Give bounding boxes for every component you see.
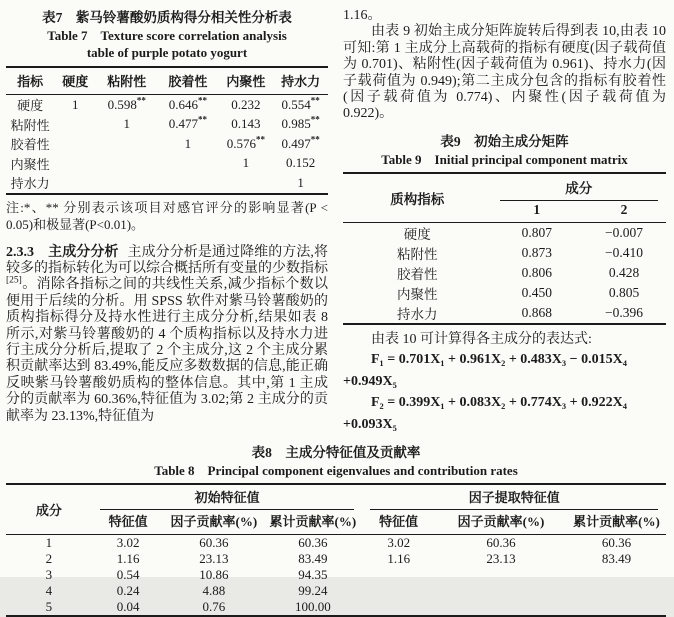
table9-subheader: 2 (582, 201, 666, 223)
table8-cell: 0.54 (116, 567, 140, 583)
table9-group-header: 成分 (492, 173, 666, 201)
table8-cell (567, 567, 666, 583)
table7-cell: 1 (184, 135, 192, 151)
table7-cell (157, 154, 218, 174)
table8-subheader: 因子贡献率(%) (435, 510, 567, 535)
table8-cell (435, 567, 567, 583)
table9-subheader: 1 (492, 201, 582, 223)
table9-row (343, 243, 666, 263)
table7-header-cell: 指标 (6, 67, 54, 95)
table7-row-label: 持水力 (10, 176, 50, 192)
table8-cell (362, 599, 435, 616)
table8-stub-header: 成分 (6, 484, 92, 535)
table8-cell (435, 599, 567, 616)
table8-cell: 10.86 (199, 567, 229, 583)
table8-row (6, 551, 666, 567)
table7-row-label: 硬度 (17, 98, 44, 114)
table8-group-header-initial: 初始特征值 (92, 484, 363, 510)
expression-intro: 由表 10 可计算得各主成分的表达式: (371, 331, 592, 347)
section-body-text: 。消除各指标之间的共线性关系,减少指标个数以便用于后续的分析。用 SPSS 软件对紫马铃薯酸奶的质构指标得分及持水性进行主成分分析,结果如表 8 所示,对紫马铃薯酸奶的 4 个质构指标以及持水力进行主成分分析后,提取了 2 个主成分,这 2 个主成分累积贡献率达到 83.49%,能反应多数数据的信息,能正确反映紫马铃薯酸奶质构的整体信息。其中,第 1 主成分的贡献率为 60.36%,特征值为 3.02;第 2 主成分的贡献率为 23.13%,特征值为 (6, 277, 328, 424)
table9-cell: 0.868 (521, 304, 552, 320)
table8-cell (435, 583, 567, 599)
table7-cell: 0.554** (281, 95, 320, 112)
significance-mark: ** (310, 95, 320, 106)
table7-cell: 0.143 (231, 116, 261, 132)
table8-cell: 4.88 (202, 583, 226, 599)
left-column (6, 8, 328, 434)
group-underline-rule (370, 509, 658, 510)
table8-eigenvalues (6, 483, 666, 617)
table8-cell: 5 (45, 599, 53, 615)
table8-cell: 2 (45, 551, 53, 567)
formula-f2-line2: +0.093X₅ (343, 416, 397, 432)
group-underline-rule (100, 509, 355, 510)
table7-row (6, 95, 328, 115)
table9-cell: 0.428 (608, 264, 640, 280)
table7-cell (96, 154, 157, 174)
table9-cell: 0.806 (521, 264, 552, 280)
table7-cell: 0.477** (168, 114, 208, 132)
table7-cell: 1 (297, 174, 304, 190)
table7-header-cell: 持水力 (273, 67, 328, 95)
table8-subheader: 累计贡献率(%) (567, 510, 666, 535)
table9-initial-component-matrix (343, 172, 666, 325)
group-underline-rule (500, 200, 658, 201)
table7-row (6, 154, 328, 174)
table8-row (6, 599, 666, 616)
section-2-3-3-paragraph (6, 245, 328, 425)
table9-row-label: 硬度 (403, 226, 431, 242)
table8-cell: 23.13 (486, 551, 516, 567)
table9-cell: −0.007 (605, 224, 643, 240)
table7-title-en-line2: table of purple potato yogurt (86, 45, 248, 60)
table7-cell: 1 (123, 116, 130, 132)
table7-header-row (6, 67, 328, 95)
section-heading: 2.3.3 主成分分析 (6, 244, 119, 260)
table9-row-label: 胶着性 (397, 266, 438, 282)
table7-cell: 0.985** (281, 114, 320, 132)
significance-mark: ** (255, 134, 265, 145)
table7-cell (157, 173, 218, 194)
table8-title-zh: 表8 主成分特征值及贡献率 (251, 445, 421, 461)
table8-cell: 94.35 (298, 567, 328, 583)
table7-cell (54, 115, 96, 135)
table8-cell: 1.16 (387, 551, 411, 567)
table9-title-zh: 表9 初始主成分矩阵 (440, 133, 569, 149)
two-column-area (6, 8, 666, 434)
table8-cell: 0.76 (202, 599, 226, 615)
table8-subheader: 因子贡献率(%) (164, 510, 263, 535)
table8-cell: 60.36 (486, 535, 516, 551)
table8-cell: 4 (45, 583, 53, 599)
table8-subheader: 特征值 (362, 510, 435, 535)
table9-row (343, 283, 666, 303)
table7-cell: 0.497** (281, 134, 320, 151)
table8-subheader: 累计贡献率(%) (263, 510, 362, 535)
section-body-text: 主成分分析是通过降维的方法,将较多的指标转化为可以综合概括所有变量的少数指标 (6, 244, 328, 276)
table8-cell: 1 (45, 535, 53, 551)
table8-section (6, 443, 666, 617)
table7-cell (54, 154, 96, 174)
table8-cell: 0.24 (116, 583, 140, 599)
table9-cell: 0.805 (608, 284, 640, 300)
table9-stub-header: 质构指标 (343, 173, 492, 223)
table9-title-en: Table 9 Initial principal component matrix (381, 151, 628, 167)
table8-cell: 0.04 (116, 599, 140, 615)
table8-row (6, 567, 666, 583)
table7-row-label: 胶着性 (10, 137, 50, 153)
table8-cell: 3 (45, 567, 53, 583)
significance-mark: ** (198, 114, 208, 125)
table9-group-header-row (343, 173, 666, 201)
table7-title-zh: 表7 紫马铃薯酸奶质构得分相关性分析表 (42, 10, 292, 25)
table7-header-cell: 胶着性 (157, 67, 218, 95)
table8-cell: 83.49 (601, 551, 632, 567)
table9-cell: 0.807 (521, 224, 552, 240)
table9-row-label: 粘附性 (397, 246, 438, 262)
table8-cell: 3.02 (387, 535, 411, 551)
table9-cell: 0.450 (521, 284, 552, 300)
table8-cell: 60.36 (298, 535, 328, 551)
significance-mark: ** (198, 95, 208, 106)
table7-cell: 0.646** (168, 95, 208, 112)
significance-mark: ** (310, 134, 320, 145)
table8-cell (567, 599, 666, 616)
table7-header-cell: 内聚性 (219, 67, 274, 95)
table7-row (6, 115, 328, 135)
significance-mark: ** (136, 95, 146, 106)
table9-row-label: 持水力 (397, 306, 438, 322)
table7-cell: 0.232 (231, 96, 261, 112)
formula-f1-line1: F₁ = 0.701X₁ + 0.961X₂ + 0.483X₃ − 0.015X₄ (371, 352, 627, 368)
table7-row (6, 134, 328, 154)
table8-subheader-row (6, 510, 666, 535)
table8-cell: 83.49 (298, 551, 328, 567)
table9-cell: 0.873 (521, 244, 552, 260)
table8-cell: 100.00 (295, 599, 331, 615)
table7-row (6, 173, 328, 194)
table9-row-label: 内聚性 (397, 286, 438, 302)
table8-cell: 23.13 (199, 551, 229, 567)
table9-cell: −0.396 (605, 304, 643, 320)
table7-cell: 1 (71, 96, 79, 112)
table7-cell: 0.576** (226, 134, 265, 151)
table9-row (343, 263, 666, 283)
table7-correlation (6, 66, 328, 195)
table7-footnote: 注:*、** 分别表示该项目对感官评分的影响显著(P < 0.05)和极显著(P<0.01)。 (6, 199, 328, 232)
table9-row (343, 303, 666, 324)
table7-row-label: 内聚性 (10, 156, 50, 172)
table8-cell: 3.02 (116, 535, 140, 551)
table8-cell: 99.24 (298, 583, 328, 599)
table8-group-header-row (6, 484, 666, 510)
significance-mark: ** (310, 114, 320, 125)
table7-cell (96, 173, 157, 194)
table7-cell: 0.152 (285, 155, 316, 171)
table8-row (6, 583, 666, 599)
table8-cell (362, 567, 435, 583)
carryover-line: 1.16。 (343, 8, 382, 23)
table9-cell: −0.410 (605, 244, 643, 260)
table7-cell: 0.598** (107, 95, 146, 112)
table8-row (6, 535, 666, 552)
table8-cell: 1.16 (116, 551, 140, 567)
table7-cell (219, 173, 274, 194)
table8-cell (567, 583, 666, 599)
table8-subheader: 特征值 (92, 510, 165, 535)
body-paragraph: 由表 9 初始主成分矩阵旋转后得到表 10,由表 10 可知:第 1 主成分上高载荷的指标有硬度(因子载荷值为 0.701)、粘附性(因子载荷值为 0.961)、持水力(因子载荷值为 0.949);第二主成分包含的指标有胶着性(因子载荷值为 0.774)、内聚性(因子载荷值为 0.922)。 (343, 24, 666, 122)
table8-cell: 60.36 (199, 535, 229, 551)
table8-cell (362, 583, 435, 599)
table7-header-cell: 硬度 (54, 67, 96, 95)
table7-cell (96, 134, 157, 154)
table8-group-header-extracted: 因子提取特征值 (362, 484, 666, 510)
table7-cell (54, 173, 96, 194)
right-column (343, 8, 666, 434)
table7-title-en-line1: Table 7 Texture score correlation analysis (47, 28, 287, 43)
table8-title-en: Table 8 Principal component eigenvalues and contribution rates (154, 463, 518, 479)
table7-cell (54, 134, 96, 154)
formula-f1-line2: +0.949X₅ (343, 373, 397, 389)
formula-f2-line1: F₂ = 0.399X₁ + 0.083X₂ + 0.774X₃ + 0.922X₄ (371, 395, 627, 411)
citation-reference: [25] (6, 275, 22, 286)
table7-cell: 1 (242, 155, 250, 171)
table8-cell: 60.36 (601, 535, 632, 551)
table9-titles (343, 132, 666, 168)
table9-row (343, 222, 666, 243)
table7-header-cell: 粘附性 (96, 67, 157, 95)
table7-row-label: 粘附性 (10, 117, 50, 133)
